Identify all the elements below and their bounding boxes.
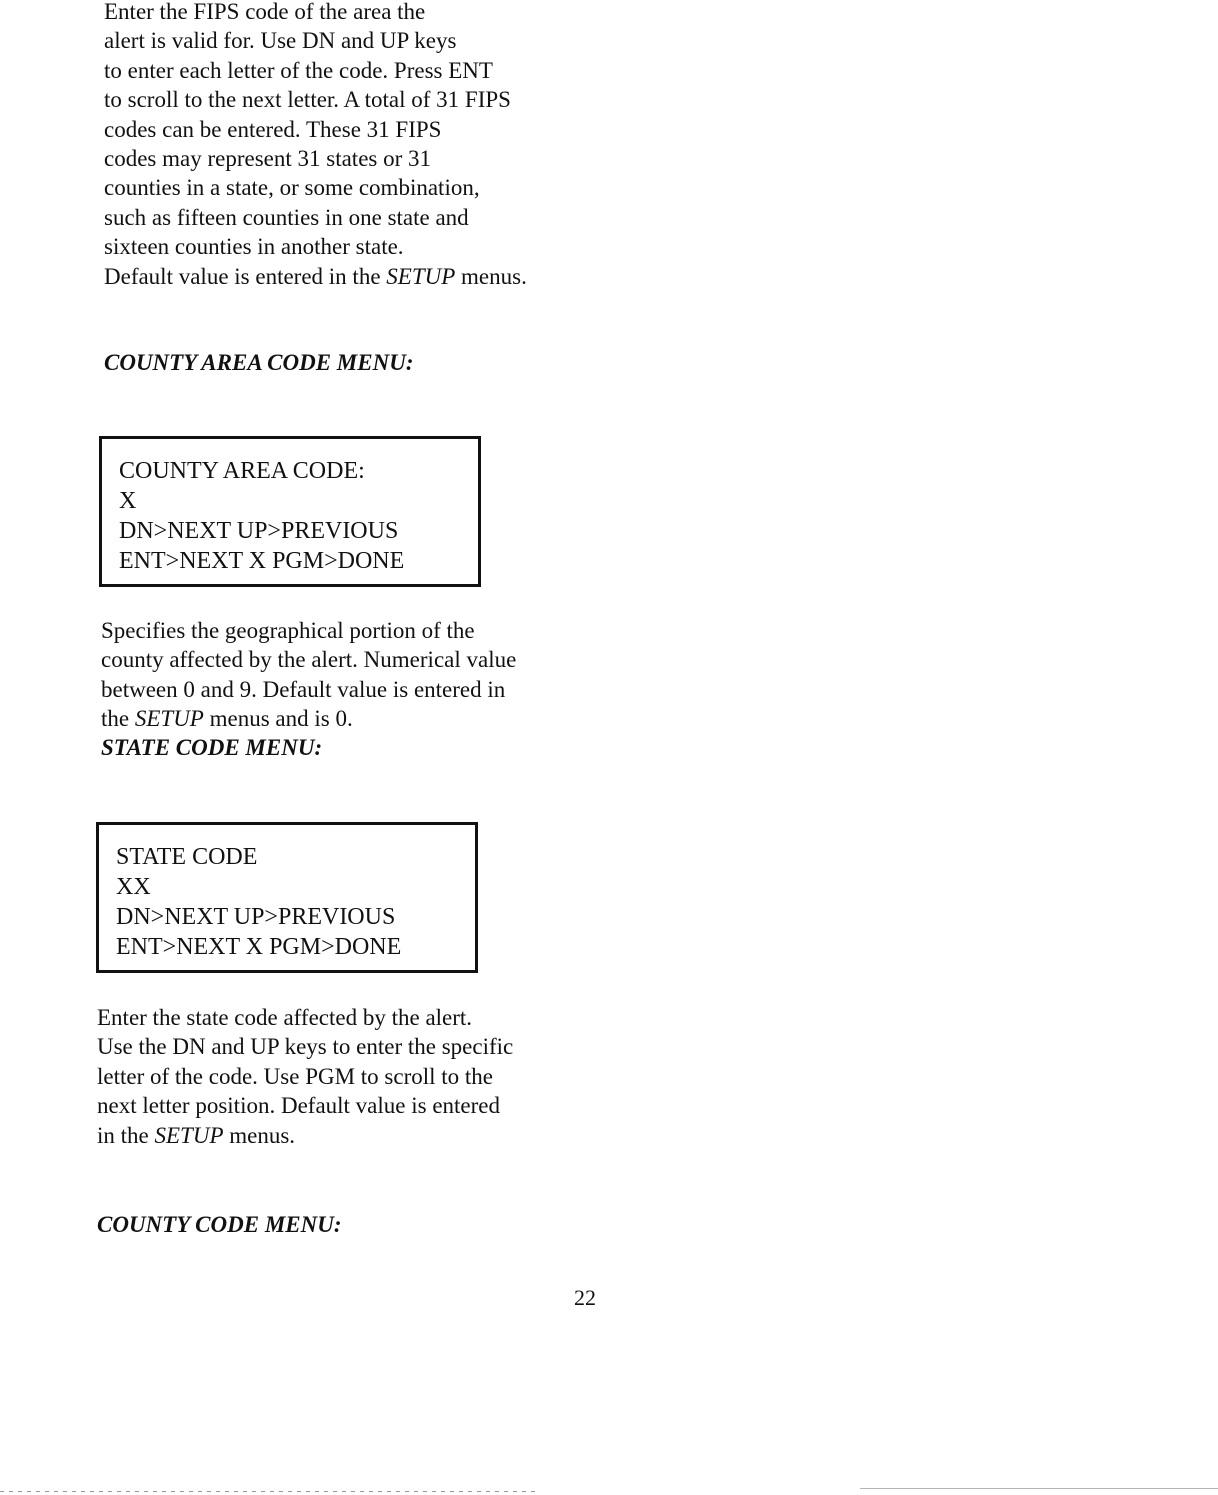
display-line-value: XX — [116, 874, 151, 900]
default-prefix: in the — [97, 1122, 155, 1148]
display-line-navigation: DN>NEXT UP>PREVIOUS — [116, 904, 396, 930]
county-code-heading: COUNTY CODE MENU: — [97, 1212, 342, 1237]
text-line: to enter each letter of the code. Press ENT — [104, 57, 493, 83]
default-value-line — [97, 1121, 513, 1150]
text-line: Enter the state code affected by the alert. — [97, 1005, 473, 1030]
text-line: county affected by the alert. Numerical value — [101, 647, 517, 673]
text-line: letter of the code. Use PGM to scroll to the — [97, 1063, 494, 1089]
text-line: such as fifteen counties in one state and — [104, 204, 469, 230]
display-line-actions: ENT>NEXT X PGM>DONE — [116, 934, 402, 960]
text-line: codes may represent 31 states or 31 — [104, 146, 432, 172]
default-prefix: Default value is entered in the — [104, 263, 387, 289]
default-suffix: menus. — [223, 1122, 296, 1148]
default-value-line — [104, 262, 527, 291]
setup-emphasis: SETUP — [154, 1122, 224, 1148]
display-line-value: X — [119, 488, 137, 514]
text-line: codes can be entered. These 31 FIPS — [104, 116, 442, 142]
display-line-navigation: DN>NEXT UP>PREVIOUS — [119, 518, 399, 544]
text-line: Specifies the geographical portion of the — [101, 618, 475, 643]
text-line: to scroll to the next letter. A total of 31 FIPS — [104, 87, 511, 113]
text-line: next letter position. Default value is entered — [97, 1093, 501, 1119]
default-suffix: menus and is 0. — [203, 706, 353, 732]
default-value-line — [101, 704, 516, 733]
text-line: Enter the FIPS code of the area the — [104, 0, 426, 24]
setup-emphasis: SETUP — [134, 706, 204, 732]
state-code-heading: STATE CODE MENU: — [101, 735, 323, 760]
county-area-code-description — [101, 616, 516, 734]
display-line-title: STATE CODE — [116, 844, 258, 870]
setup-emphasis: SETUP — [386, 263, 456, 289]
text-line: counties in a state, or some combination, — [104, 175, 480, 201]
default-suffix: menus. — [455, 263, 527, 289]
county-area-code-heading: COUNTY AREA CODE MENU: — [104, 350, 414, 375]
scan-artifact-line — [0, 1491, 540, 1492]
state-code-display — [96, 822, 478, 973]
display-line-title: COUNTY AREA CODE: — [119, 458, 365, 484]
text-line: between 0 and 9. Default value is entered in — [101, 676, 506, 702]
scan-artifact-line — [860, 1488, 1218, 1489]
page-number: 22 — [574, 1285, 596, 1310]
text-line: Use the DN and UP keys to enter the specific — [97, 1034, 514, 1060]
text-line: sixteen counties in another state. — [104, 234, 404, 260]
default-prefix: the — [101, 706, 135, 732]
display-line-actions: ENT>NEXT X PGM>DONE — [119, 548, 405, 574]
text-line: alert is valid for. Use DN and UP keys — [104, 28, 457, 54]
county-area-code-display — [99, 436, 481, 587]
state-code-description — [97, 1003, 513, 1150]
fips-instructions — [104, 0, 527, 291]
